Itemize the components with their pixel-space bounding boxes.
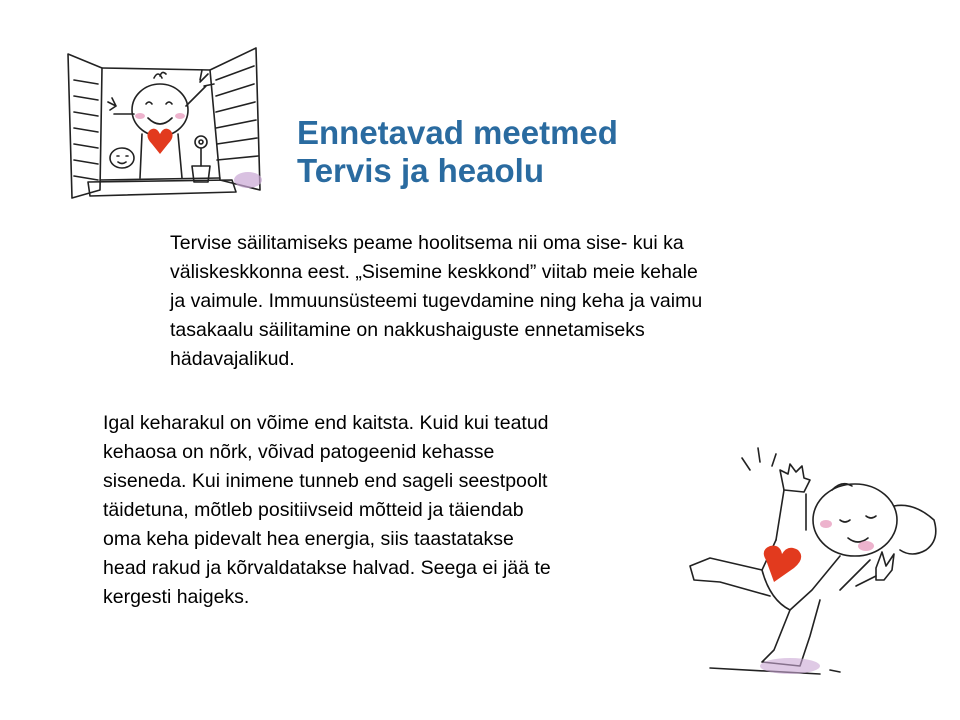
paragraph-2 [103,409,551,612]
paragraph-2-line: kergesti haigeks. [103,586,250,608]
title-line-1: Ennetavad meetmed [297,114,618,151]
paragraph-1-line: hädavajalikud. [170,348,295,370]
paragraph-1-line: tasakaalu säilitamine on nakkushaiguste ennetamiseks [170,319,645,341]
paragraph-1 [170,229,702,374]
victory-figure-illustration [680,440,950,685]
paragraph-2-line: kehaosa on nõrk, võivad patogeenid kehasse [103,441,495,463]
title-line-2: Tervis ja heaolu [297,152,544,189]
paragraph-2-line: siseneda. Kui inimene tunneb end sageli seestpoolt [103,470,548,492]
page-title [297,114,618,190]
window-illustration [60,40,280,210]
paragraph-1-line: väliskeskkonna eest. „Sisemine keskkond” viitab meie kehale [170,261,698,283]
paragraph-2-line: Igal keharakul on võime end kaitsta. Kuid kui teatud [103,412,549,434]
paragraph-1-line: Tervise säilitamiseks peame hoolitsema nii oma sise- kui ka [170,232,684,254]
paragraph-1-line: ja vaimule. Immuunsüsteemi tugevdamine ning keha ja vaimu [170,290,703,312]
paragraph-2-line: head rakud ja kõrvaldatakse halvad. Seega ei jää te [103,557,551,579]
paragraph-2-line: oma keha pidevalt hea energia, siis taastatakse [103,528,514,550]
paragraph-2-line: täidetuna, mõtleb positiivseid mõtteid ja täiendab [103,499,524,521]
